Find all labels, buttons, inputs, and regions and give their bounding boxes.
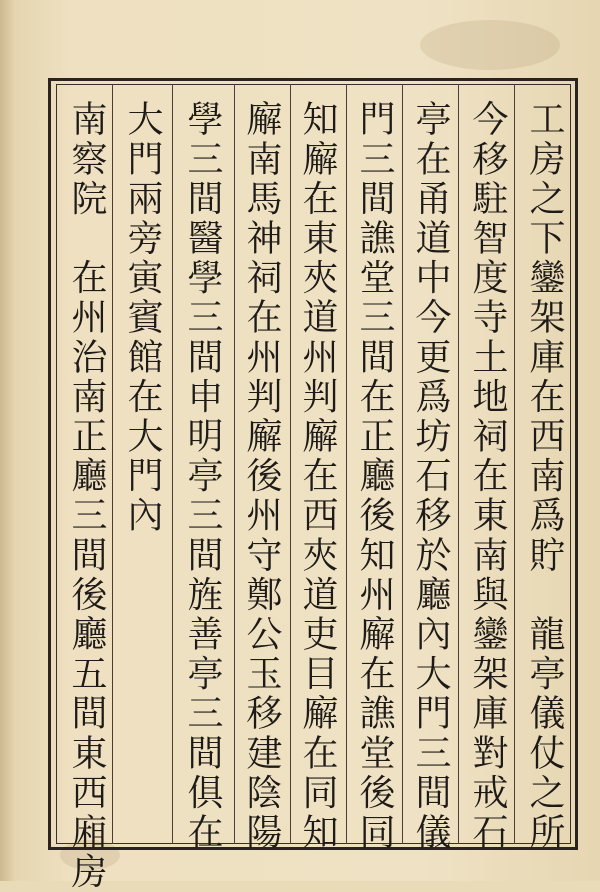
column-rule bbox=[112, 84, 113, 844]
paper-stain bbox=[420, 20, 560, 70]
page-fold-shadow bbox=[0, 0, 14, 881]
text-column-9: 南察院 在州治南正廳三間後廳五間東西廂房 bbox=[66, 100, 107, 892]
column-rule bbox=[346, 84, 347, 844]
text-column-6: 廨南馬神祠在州判廨後州守鄭公玉移建陰陽 bbox=[241, 100, 282, 853]
text-column-3: 亭在甬道中今更爲坊石移於廳內大門三間儀 bbox=[410, 100, 451, 853]
text-column-2: 今移駐智度寺土地祠在東南與鑾架庫對戒石 bbox=[467, 100, 508, 853]
column-rule bbox=[172, 84, 173, 844]
column-rule bbox=[402, 84, 403, 844]
column-rule bbox=[514, 84, 515, 844]
column-rule bbox=[290, 84, 291, 844]
column-rule bbox=[458, 84, 459, 844]
text-column-8: 大門兩旁寅賓館在大門內 bbox=[122, 100, 163, 536]
text-column-1: 工房之下鑾架庫在西南爲貯 龍亭儀仗之所 bbox=[524, 100, 565, 853]
column-rule bbox=[234, 84, 235, 844]
text-column-5: 知廨在東夾道州判廨在西夾道吏目廨在同知 bbox=[297, 100, 338, 853]
text-column-7: 學三間醫學三間申明亭三間旌善亭三間俱在 bbox=[182, 100, 223, 853]
text-column-4: 門三間譙堂三間在正廳後知州廨在譙堂後同 bbox=[354, 100, 395, 853]
